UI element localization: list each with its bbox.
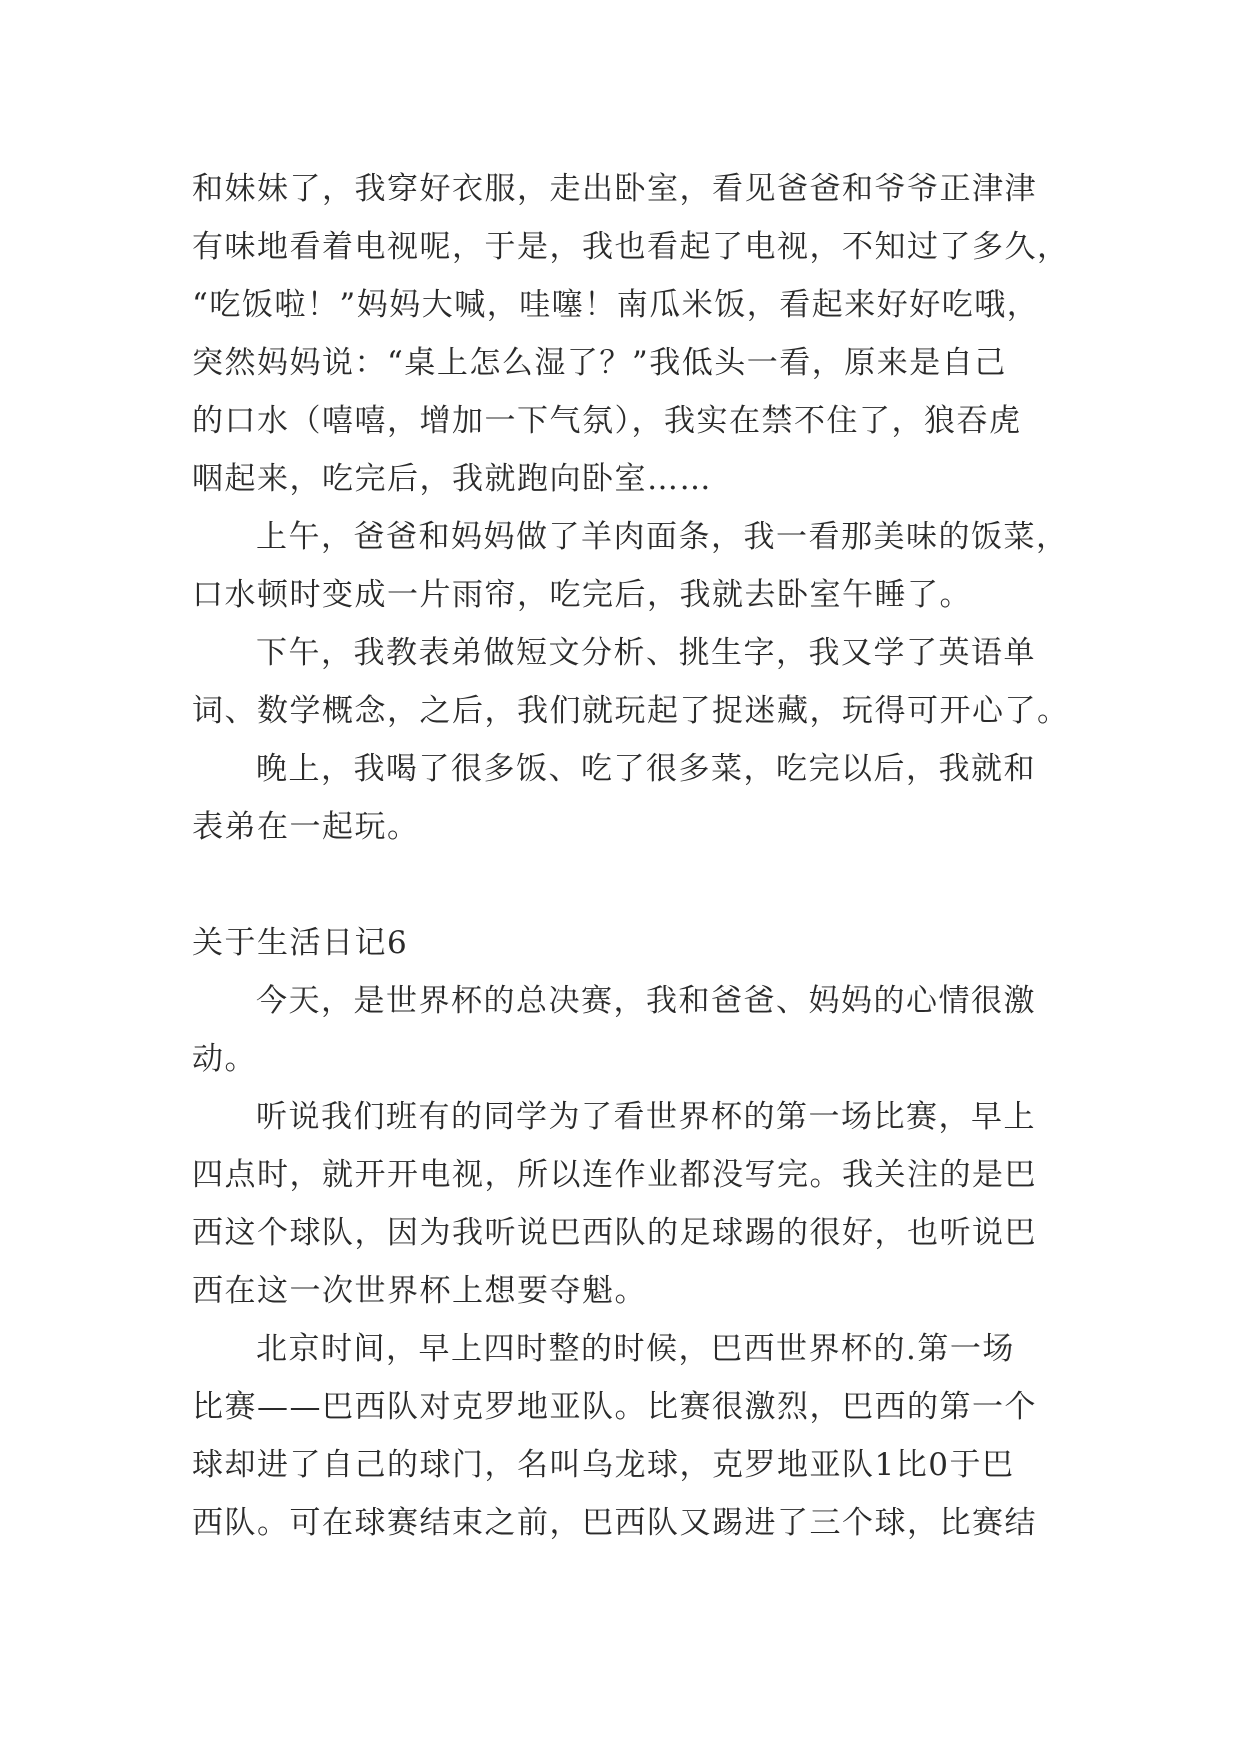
paragraph-start-line: 北京时间，早上四时整的时候，巴西世界杯的.第一场 [256, 1331, 1015, 1367]
text-line: 突然妈妈说：“桌上怎么湿了？”我低头一看，原来是自己 [192, 345, 1007, 381]
paragraph-start-line: 听说我们班有的同学为了看世界杯的第一场比赛，早上 [256, 1099, 1036, 1135]
text-line: 四点时，就开开电视，所以连作业都没写完。我关注的是巴 [192, 1157, 1037, 1193]
text-line: 咽起来，吃完后，我就跑向卧室…… [192, 461, 712, 497]
text-line: 有味地看着电视呢，于是，我也看起了电视，不知过了多久， [192, 229, 1070, 265]
text-line: 动。 [192, 1041, 257, 1077]
section-title: 关于生活日记6 [192, 925, 409, 961]
paragraph-start-line: 上午，爸爸和妈妈做了羊肉面条，我一看那美味的饭菜， [256, 519, 1069, 555]
text-line: 词、数学概念，之后，我们就玩起了捉迷藏，玩得可开心了。 [192, 693, 1070, 729]
text-line: 和妹妹了，我穿好衣服，走出卧室，看见爸爸和爷爷正津津 [192, 171, 1037, 207]
text-line: 西这个球队，因为我听说巴西队的足球踢的很好，也听说巴 [192, 1215, 1037, 1251]
text-line: 比赛——巴西队对克罗地亚队。比赛很激烈，巴西的第一个 [192, 1389, 1037, 1425]
text-line: 的口水（嘻嘻，增加一下气氛），我实在禁不住了，狼吞虎 [192, 403, 1022, 439]
document-page [192, 160, 1070, 1552]
paragraph-start-line: 今天，是世界杯的总决赛，我和爸爸、妈妈的心情很激 [256, 983, 1036, 1019]
text-line: 口水顿时变成一片雨帘，吃完后，我就去卧室午睡了。 [192, 577, 972, 613]
text-line: 表弟在一起玩。 [192, 809, 420, 845]
text-line: 球却进了自己的球门，名叫乌龙球，克罗地亚队1比0于巴 [192, 1447, 1015, 1483]
paragraph-start-line: 晚上，我喝了很多饭、吃了很多菜，吃完以后，我就和 [256, 751, 1036, 787]
text-line: 西在这一次世界杯上想要夺魁。 [192, 1273, 647, 1309]
text-line: “吃饭啦！”妈妈大喊，哇噻！南瓜米饭，看起来好好吃哦， [192, 287, 1040, 323]
text-line: 西队。可在球赛结束之前，巴西队又踢进了三个球，比赛结 [192, 1505, 1037, 1541]
section-spacer [192, 856, 1052, 914]
paragraph-start-line: 下午，我教表弟做短文分析、挑生字，我又学了英语单 [256, 635, 1036, 671]
